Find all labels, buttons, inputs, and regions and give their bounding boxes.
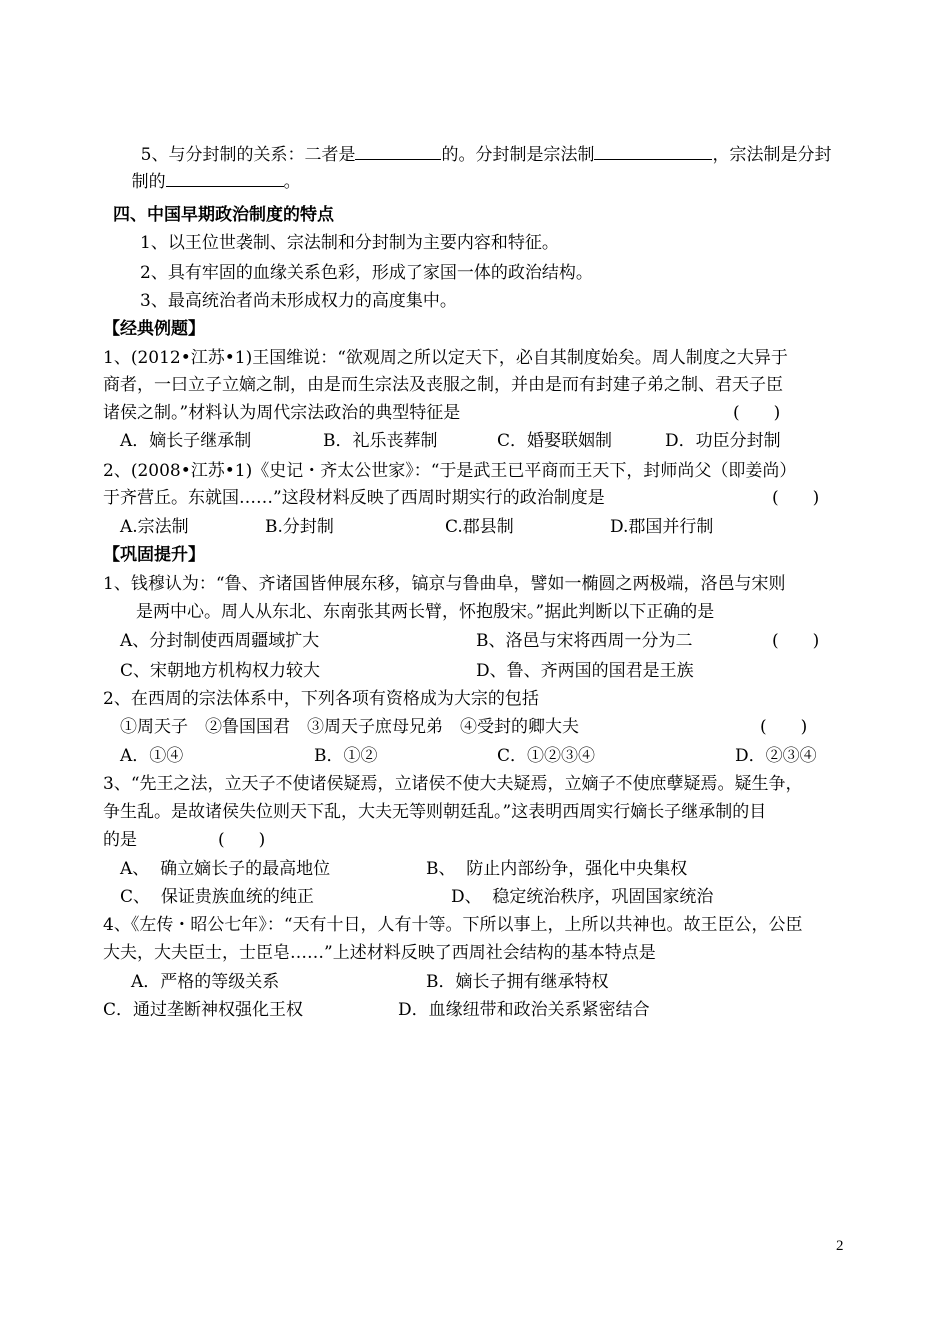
option-b[interactable]: B．礼乐丧葬制: [323, 431, 438, 451]
option-d[interactable]: D．②③④: [735, 746, 817, 766]
question-text: 1、(2012•江苏•1)王国维说：“欲观周之所以定天下，必自其制度始矣。周人制度之大异于: [103, 348, 788, 368]
list-item: 2、具有牢固的血缘关系色彩，形成了家国一体的政治结构。: [140, 263, 593, 283]
option-a[interactable]: A．严格的等级关系: [131, 972, 280, 992]
text-segment: ，宗法制是分封: [712, 145, 832, 165]
option-c[interactable]: C.郡县制: [445, 517, 514, 537]
list-item: 1、以王位世袭制、宗法制和分封制为主要内容和特征。: [140, 233, 559, 253]
practice-heading: 【巩固提升】: [103, 545, 205, 565]
question-text: 争生乱。是故诸侯失位则天下乱，大夫无等则朝廷乱。”这表明西周实行嫡长子继承制的目: [103, 802, 767, 822]
text-segment: 。: [283, 172, 301, 192]
answer-paren: ( ): [760, 717, 808, 737]
answer-paren: ( ): [772, 488, 820, 508]
option-b[interactable]: B．①②: [314, 746, 378, 766]
option-a[interactable]: A．嫡长子继承制: [120, 431, 252, 451]
answer-paren: ( ): [772, 631, 820, 651]
option-c[interactable]: C．通过垄断神权强化王权: [103, 1000, 304, 1020]
page-number: 2: [836, 1238, 844, 1254]
question-text: 是两中心。周人从东北、东南张其两长臂，怀抱殷宋。”据此判断以下正确的是: [136, 602, 715, 622]
list-item: 3、最高统治者尚未形成权力的高度集中。: [140, 291, 457, 311]
choice-items: ①周天子 ②鲁国国君 ③周天子庶母兄弟 ④受封的卿大夫: [120, 717, 579, 737]
question-text: 4、《左传・昭公七年》：“天有十日，人有十等。下所以事上，上所以共神也。故王臣公，公臣: [103, 915, 803, 935]
option-d[interactable]: D.郡国并行制: [610, 517, 714, 537]
option-c[interactable]: C．①②③④: [497, 746, 596, 766]
option-b[interactable]: B、 防止内部纷争，强化中央集权: [426, 859, 688, 879]
option-a[interactable]: A.宗法制: [120, 517, 189, 537]
examples-heading: 【经典例题】: [103, 319, 205, 339]
section-heading: 四、中国早期政治制度的特点: [113, 205, 334, 225]
option-c[interactable]: C、宋朝地方机构权力较大: [120, 661, 321, 681]
option-a[interactable]: A、 确立嫡长子的最高地位: [120, 859, 331, 879]
question-text: 商者，一曰立子立嫡之制，由是而生宗法及丧服之制，并由是而有封建子弟之制、君天子臣: [103, 375, 783, 395]
option-b[interactable]: B．嫡长子拥有继承特权: [426, 972, 609, 992]
question-text: 3、“先王之法，立天子不使诸侯疑焉，立诸侯不使大夫疑焉，立嫡子不使庶孽疑焉。疑生争，: [103, 774, 803, 794]
text-segment: 的。分封制是宗法制: [441, 145, 595, 165]
text-segment: 5、与分封制的关系：二者是: [140, 145, 356, 165]
fill-blank[interactable]: [594, 143, 712, 160]
answer-paren: ( ): [733, 403, 781, 423]
option-b[interactable]: B、洛邑与宋将西周一分为二: [476, 631, 693, 651]
option-d[interactable]: D、鲁、齐两国的国君是王族: [476, 661, 694, 681]
option-a[interactable]: A、分封制使西周疆域扩大: [120, 631, 320, 651]
answer-paren: ( ): [218, 830, 266, 850]
option-a[interactable]: A．①④: [120, 746, 184, 766]
question-text: 的是: [103, 830, 137, 850]
option-c[interactable]: C、 保证贵族血统的纯正: [120, 887, 314, 907]
text-segment: 制的: [131, 172, 166, 192]
fill-blank[interactable]: [166, 170, 284, 187]
question-text: 1、钱穆认为：“鲁、齐诸国皆伸展东移，镐京与鲁曲阜，譬如一椭圆之两极端，洛邑与宋则: [103, 574, 786, 594]
fill-blank[interactable]: [355, 143, 441, 160]
option-d[interactable]: D、 稳定统治秩序，巩固国家统治: [451, 887, 714, 907]
option-d[interactable]: D．血缘纽带和政治关系紧密结合: [398, 1000, 650, 1020]
option-d[interactable]: D．功臣分封制: [665, 431, 781, 451]
option-b[interactable]: B.分封制: [265, 517, 334, 537]
question-text: 大夫，大夫臣士，士臣皂……”上述材料反映了西周社会结构的基本特点是: [103, 943, 656, 963]
question-text: 诸侯之制。”材料认为周代宗法政治的典型特征是: [103, 403, 461, 423]
question-text: 2、在西周的宗法体系中，下列各项有资格成为大宗的包括: [103, 689, 539, 709]
question-text: 于齐营丘。东就国……”这段材料反映了西周时期实行的政治制度是: [103, 488, 605, 508]
option-c[interactable]: C．婚娶联姻制: [497, 431, 613, 451]
question-text: 2、(2008•江苏•1)《史记・齐太公世家》：“于是武王已平商而王天下，封师尚父（即姜尚）: [103, 461, 797, 481]
